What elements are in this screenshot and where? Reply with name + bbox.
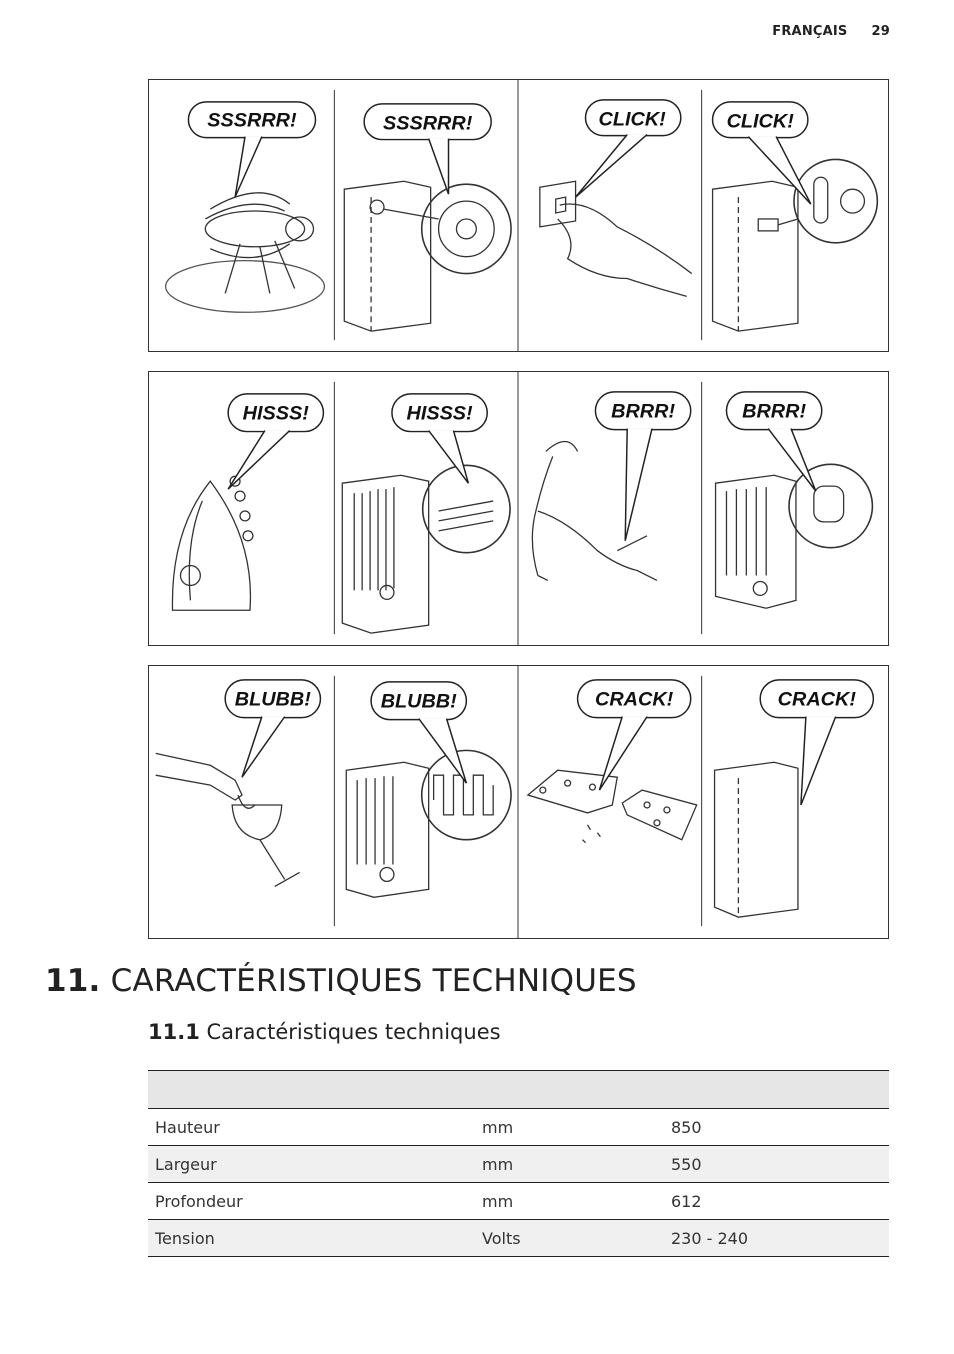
section-number: 11.: [45, 963, 101, 999]
bubble-text: CLICK!: [598, 108, 666, 131]
bubble-text: HISSS!: [242, 402, 309, 425]
bubble-text: BLUBB!: [234, 688, 311, 711]
illustration-row1-svg: [149, 80, 888, 351]
steam-iron-illustration: [172, 476, 253, 610]
table-row: [148, 1146, 889, 1183]
spec-unit: mm: [475, 1109, 664, 1146]
speech-bubble-hisss-2: [392, 394, 487, 483]
table-header-cell: [664, 1071, 889, 1109]
spec-value: 550: [664, 1146, 889, 1183]
subsection-title-text: Caractéristiques techniques: [206, 1020, 501, 1044]
speech-bubble-click-1: [576, 100, 681, 197]
spec-value: 230 - 240: [664, 1220, 889, 1257]
speech-bubble-sssrrr-1: [188, 102, 315, 197]
header-language: FRANÇAIS: [772, 24, 848, 39]
subsection-title: [148, 1020, 501, 1044]
table-row: [148, 1220, 889, 1257]
spec-label: Tension: [148, 1220, 475, 1257]
table-row: [148, 1109, 889, 1146]
speech-bubble-crack-1: [578, 680, 691, 790]
illustration-row-fan-thermostat: [148, 79, 889, 352]
bubble-text: BLUBB!: [380, 690, 457, 713]
page-number: 29: [871, 24, 890, 39]
spec-unit: mm: [475, 1183, 664, 1220]
section-title-text: CARACTÉRISTIQUES TECHNIQUES: [110, 963, 637, 999]
table-header-cell: [475, 1071, 664, 1109]
illustration-row-liquid-crack: [148, 665, 889, 939]
fridge-coil-illustration: [342, 465, 510, 633]
table-header-row: [148, 1071, 889, 1109]
bubble-text: BRRR!: [611, 400, 676, 423]
bubble-text: CRACK!: [595, 688, 674, 711]
spec-unit: mm: [475, 1146, 664, 1183]
speech-bubble-brrr-1: [595, 392, 690, 541]
spec-unit: Volts: [475, 1220, 664, 1257]
fridge-compressor-illustration: [716, 464, 873, 608]
bubble-text: SSSRRR!: [207, 109, 297, 132]
speech-bubble-blubb-2: [371, 682, 466, 783]
spec-table: [148, 1070, 889, 1257]
fridge-fan-illustration: [344, 181, 511, 331]
speech-bubble-hisss-1: [228, 394, 323, 489]
bubble-text: BRRR!: [742, 400, 807, 423]
bubble-text: CRACK!: [777, 688, 856, 711]
spec-label: Profondeur: [148, 1183, 475, 1220]
illustration-row-steam-compressor: [148, 371, 889, 646]
speech-bubble-sssrrr-2: [364, 104, 491, 194]
spec-label: Largeur: [148, 1146, 475, 1183]
bubble-text: CLICK!: [726, 110, 794, 133]
table-row: [148, 1183, 889, 1220]
bubble-text: SSSRRR!: [383, 112, 473, 135]
speech-bubble-blubb-1: [225, 680, 320, 777]
spec-value: 850: [664, 1109, 889, 1146]
illustration-row2-svg: [149, 372, 888, 645]
wine-bottle-glass-illustration: [156, 753, 300, 886]
fridge-liquid-illustration: [346, 750, 511, 897]
table-header-cell: [148, 1071, 475, 1109]
subsection-number: 11.1: [148, 1020, 200, 1044]
spec-value: 612: [664, 1183, 889, 1220]
switch-hand-illustration: [540, 181, 692, 296]
speech-bubble-click-2: [713, 102, 811, 204]
section-title: [45, 963, 637, 999]
illustration-row3-svg: [149, 666, 888, 938]
page-header: [772, 24, 890, 39]
speech-bubble-brrr-2: [726, 392, 821, 491]
ice-tray-illustration: [528, 770, 697, 842]
spec-label: Hauteur: [148, 1109, 475, 1146]
speech-bubble-crack-2: [760, 680, 873, 805]
fly-illustration: [166, 193, 325, 312]
bubble-text: HISSS!: [406, 402, 473, 425]
fridge-plain-illustration: [715, 762, 798, 917]
